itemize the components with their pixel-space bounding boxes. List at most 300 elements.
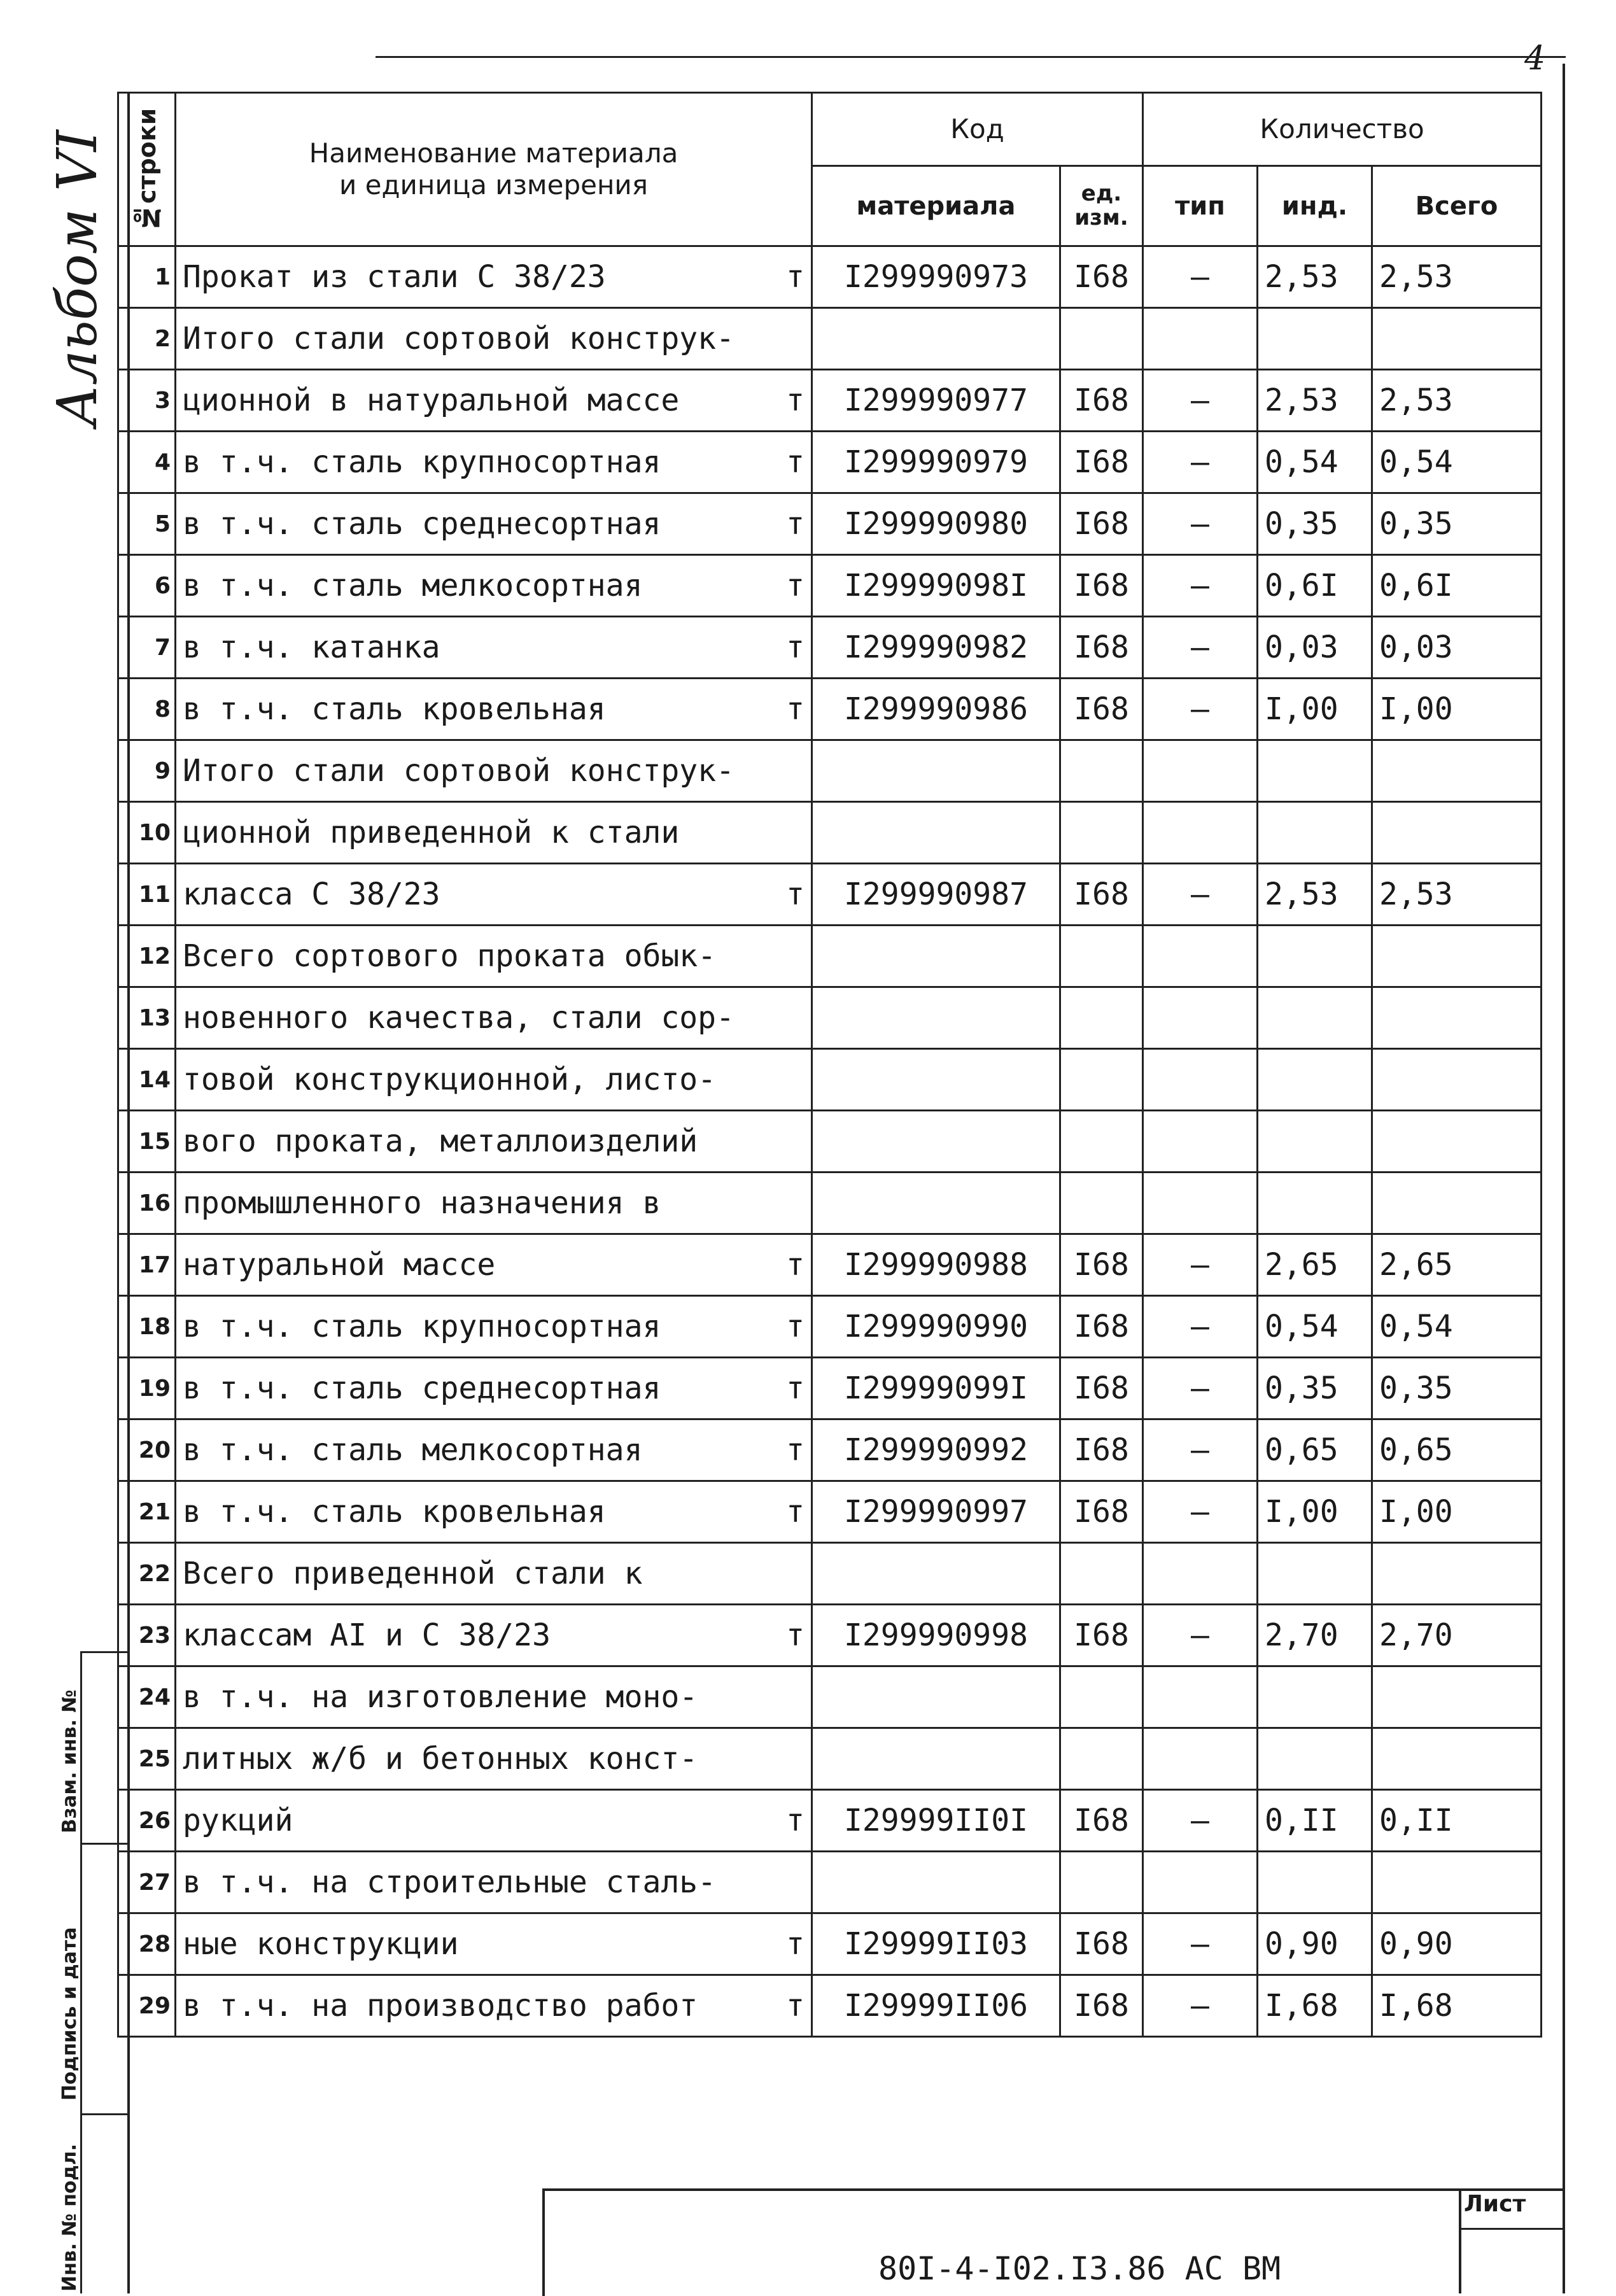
row-number: 8 xyxy=(118,679,176,740)
qty-total: 0,65 xyxy=(1372,1419,1542,1481)
material-code xyxy=(812,802,1060,864)
header-qty-ind: инд. xyxy=(1258,166,1372,246)
table-row xyxy=(118,1728,1542,1790)
table-row xyxy=(118,370,1542,432)
material-name: ционной в натуральной массе xyxy=(183,383,680,418)
table-row xyxy=(118,740,1542,802)
qty-ind xyxy=(1258,1111,1372,1173)
qty-type xyxy=(1143,308,1258,370)
material-code: I29999II0I xyxy=(812,1790,1060,1852)
qty-type: – xyxy=(1143,1975,1258,2037)
table-row xyxy=(118,1605,1542,1666)
header-qty-total: Всего xyxy=(1372,166,1542,246)
qty-type xyxy=(1143,1852,1258,1913)
material-code: I299990997 xyxy=(812,1481,1060,1543)
table-row xyxy=(118,1543,1542,1605)
material-name-cell xyxy=(176,493,812,555)
qty-total xyxy=(1372,802,1542,864)
material-name-cell xyxy=(176,370,812,432)
material-code: I29999II03 xyxy=(812,1913,1060,1975)
qty-total: 0,54 xyxy=(1372,1296,1542,1358)
unit-code xyxy=(1060,740,1143,802)
unit-code: I68 xyxy=(1060,1234,1143,1296)
qty-total: 2,65 xyxy=(1372,1234,1542,1296)
unit-code: I68 xyxy=(1060,1481,1143,1543)
table-row xyxy=(118,555,1542,617)
qty-ind: 0,54 xyxy=(1258,432,1372,493)
table-row xyxy=(118,802,1542,864)
unit-code xyxy=(1060,308,1143,370)
qty-ind xyxy=(1258,1666,1372,1728)
material-name-cell xyxy=(176,432,812,493)
material-code: I299990977 xyxy=(812,370,1060,432)
qty-type: – xyxy=(1143,1790,1258,1852)
row-number: 23 xyxy=(118,1605,176,1666)
material-code: I29999099I xyxy=(812,1358,1060,1419)
unit-code: I68 xyxy=(1060,1913,1143,1975)
side-stamp-divider-2 xyxy=(80,1843,127,1845)
row-number: 10 xyxy=(118,802,176,864)
qty-type: – xyxy=(1143,493,1258,555)
material-name-cell xyxy=(176,926,812,987)
qty-type: – xyxy=(1143,679,1258,740)
qty-ind: 0,35 xyxy=(1258,493,1372,555)
unit-mark: т xyxy=(786,506,804,542)
unit-mark: т xyxy=(786,1432,804,1468)
unit-mark: т xyxy=(786,1988,804,2024)
header-qty-type: тип xyxy=(1143,166,1258,246)
table-row xyxy=(118,1666,1542,1728)
material-name: литных ж/б и бетонных конст- xyxy=(183,1741,698,1777)
unit-code: I68 xyxy=(1060,246,1143,308)
material-code: I29999II06 xyxy=(812,1975,1060,2037)
table-row xyxy=(118,1173,1542,1234)
qty-total xyxy=(1372,1543,1542,1605)
unit-code: I68 xyxy=(1060,432,1143,493)
material-name: ционной приведенной к стали xyxy=(183,815,680,850)
row-number: 22 xyxy=(118,1543,176,1605)
unit-code: I68 xyxy=(1060,679,1143,740)
row-number: 17 xyxy=(118,1234,176,1296)
unit-mark: т xyxy=(786,568,804,603)
table-row xyxy=(118,1481,1542,1543)
qty-ind: 0,II xyxy=(1258,1790,1372,1852)
row-number: 7 xyxy=(118,617,176,679)
row-number: 15 xyxy=(118,1111,176,1173)
material-name-cell xyxy=(176,1296,812,1358)
unit-code: I68 xyxy=(1060,1358,1143,1419)
qty-ind: 0,65 xyxy=(1258,1419,1372,1481)
qty-type: – xyxy=(1143,1913,1258,1975)
qty-ind: 0,54 xyxy=(1258,1296,1372,1358)
sheet-label: Лист xyxy=(1464,2191,1526,2217)
qty-total xyxy=(1372,308,1542,370)
material-name: рукций xyxy=(183,1803,293,1838)
material-name-cell xyxy=(176,864,812,926)
unit-code: I68 xyxy=(1060,864,1143,926)
header-code-unit: ед. изм. xyxy=(1060,166,1143,246)
table-row xyxy=(118,1975,1542,2037)
unit-code xyxy=(1060,926,1143,987)
unit-code xyxy=(1060,1543,1143,1605)
unit-mark: т xyxy=(786,1926,804,1962)
qty-type xyxy=(1143,987,1258,1049)
qty-ind xyxy=(1258,1728,1372,1790)
qty-total: 0,6I xyxy=(1372,555,1542,617)
qty-type: – xyxy=(1143,1605,1258,1666)
table-body xyxy=(118,246,1542,2037)
material-name: Всего приведенной стали к xyxy=(183,1556,643,1591)
table-row xyxy=(118,617,1542,679)
unit-code xyxy=(1060,1111,1143,1173)
unit-code: I68 xyxy=(1060,617,1143,679)
qty-total xyxy=(1372,740,1542,802)
qty-type xyxy=(1143,1666,1258,1728)
material-code xyxy=(812,1173,1060,1234)
row-number: 4 xyxy=(118,432,176,493)
material-name: в т.ч. сталь крупносортная xyxy=(183,1309,661,1344)
side-replace-inv: Взам. инв. № xyxy=(59,1689,81,1833)
material-name: в т.ч. сталь кровельная xyxy=(183,691,606,727)
material-name: класса С 38/23 xyxy=(183,877,440,912)
unit-code xyxy=(1060,1666,1143,1728)
table-row xyxy=(118,1913,1542,1975)
material-name: в т.ч. сталь мелкосортная xyxy=(183,568,643,603)
unit-mark: т xyxy=(786,1803,804,1838)
row-number: 1 xyxy=(118,246,176,308)
material-name: Итого стали сортовой конструк- xyxy=(183,753,734,789)
row-number: 20 xyxy=(118,1419,176,1481)
qty-ind: 0,90 xyxy=(1258,1913,1372,1975)
qty-type: – xyxy=(1143,1296,1258,1358)
table-row xyxy=(118,864,1542,926)
qty-total: 0,03 xyxy=(1372,617,1542,679)
qty-ind: 2,53 xyxy=(1258,864,1372,926)
row-number: 5 xyxy=(118,493,176,555)
qty-type: – xyxy=(1143,555,1258,617)
material-name-cell xyxy=(176,679,812,740)
material-name-cell xyxy=(176,617,812,679)
qty-type xyxy=(1143,1173,1258,1234)
material-name-cell xyxy=(176,1975,812,2037)
row-number: 14 xyxy=(118,1049,176,1111)
unit-code xyxy=(1060,1049,1143,1111)
material-name: ные конструкции xyxy=(183,1926,459,1962)
header-name-line1: Наименование материала xyxy=(309,137,678,169)
qty-ind: 0,35 xyxy=(1258,1358,1372,1419)
unit-mark: т xyxy=(786,1309,804,1344)
unit-code: I68 xyxy=(1060,555,1143,617)
side-inv-orig: Инв. № подл. xyxy=(59,2143,81,2292)
material-name: в т.ч. катанка xyxy=(183,630,440,665)
qty-total: 0,II xyxy=(1372,1790,1542,1852)
unit-mark: т xyxy=(786,1247,804,1283)
qty-type: – xyxy=(1143,617,1258,679)
unit-mark: т xyxy=(786,1370,804,1406)
material-name-cell xyxy=(176,802,812,864)
table-row xyxy=(118,1234,1542,1296)
material-name: в т.ч. сталь мелкосортная xyxy=(183,1432,643,1468)
header-code-material: материала xyxy=(812,166,1060,246)
qty-ind: 0,6I xyxy=(1258,555,1372,617)
qty-ind: 2,53 xyxy=(1258,246,1372,308)
header-row-no: №строки xyxy=(118,93,176,246)
material-code xyxy=(812,1111,1060,1173)
qty-type xyxy=(1143,802,1258,864)
table-row xyxy=(118,679,1542,740)
unit-mark: т xyxy=(786,259,804,295)
table-row xyxy=(118,1852,1542,1913)
row-number: 19 xyxy=(118,1358,176,1419)
material-name: в т.ч. сталь среднесортная xyxy=(183,1370,661,1406)
row-number: 25 xyxy=(118,1728,176,1790)
material-name: Итого стали сортовой конструк- xyxy=(183,321,734,356)
material-name-cell xyxy=(176,1419,812,1481)
row-number: 6 xyxy=(118,555,176,617)
row-number: 18 xyxy=(118,1296,176,1358)
material-name: в т.ч. сталь среднесортная xyxy=(183,506,661,542)
table-row xyxy=(118,432,1542,493)
header-name-line2: и единица измерения xyxy=(339,169,648,201)
row-number: 9 xyxy=(118,740,176,802)
qty-type xyxy=(1143,1543,1258,1605)
qty-total: 2,70 xyxy=(1372,1605,1542,1666)
row-number: 2 xyxy=(118,308,176,370)
material-name-cell xyxy=(176,1481,812,1543)
row-number: 29 xyxy=(118,1975,176,2037)
qty-ind: 2,65 xyxy=(1258,1234,1372,1296)
table-row xyxy=(118,1790,1542,1852)
table-row xyxy=(118,926,1542,987)
unit-code: I68 xyxy=(1060,1419,1143,1481)
material-name-cell xyxy=(176,1543,812,1605)
document-code: 80I-4-I02.I3.86 АС ВМ xyxy=(878,2250,1281,2287)
unit-mark: т xyxy=(786,691,804,727)
material-code: I299990982 xyxy=(812,617,1060,679)
material-name-cell xyxy=(176,987,812,1049)
qty-ind: I,68 xyxy=(1258,1975,1372,2037)
qty-ind: I,00 xyxy=(1258,1481,1372,1543)
row-number: 27 xyxy=(118,1852,176,1913)
unit-mark: т xyxy=(786,877,804,912)
qty-ind xyxy=(1258,1173,1372,1234)
unit-mark: т xyxy=(786,1617,804,1653)
qty-type: – xyxy=(1143,1419,1258,1481)
row-number: 26 xyxy=(118,1790,176,1852)
material-name-cell xyxy=(176,1605,812,1666)
material-code xyxy=(812,1852,1060,1913)
material-name-cell xyxy=(176,1358,812,1419)
table-row xyxy=(118,987,1542,1049)
material-code: I299990988 xyxy=(812,1234,1060,1296)
qty-type: – xyxy=(1143,432,1258,493)
material-name-cell xyxy=(176,555,812,617)
qty-ind xyxy=(1258,802,1372,864)
unit-code: I68 xyxy=(1060,1790,1143,1852)
qty-type: – xyxy=(1143,1481,1258,1543)
side-sign-date: Подпись и дата xyxy=(59,1927,81,2101)
material-name: классам АI и С 38/23 xyxy=(183,1617,551,1653)
qty-total xyxy=(1372,1173,1542,1234)
qty-total: 2,53 xyxy=(1372,864,1542,926)
qty-ind xyxy=(1258,1852,1372,1913)
sheet-box-divider xyxy=(1459,2228,1563,2230)
qty-total xyxy=(1372,987,1542,1049)
unit-code xyxy=(1060,1852,1143,1913)
material-name-cell xyxy=(176,308,812,370)
material-name-cell xyxy=(176,1111,812,1173)
unit-mark: т xyxy=(786,630,804,665)
unit-code xyxy=(1060,1173,1143,1234)
qty-type xyxy=(1143,1049,1258,1111)
qty-total: I,68 xyxy=(1372,1975,1542,2037)
qty-total xyxy=(1372,1666,1542,1728)
qty-ind xyxy=(1258,987,1372,1049)
material-code xyxy=(812,308,1060,370)
table-row xyxy=(118,493,1542,555)
qty-type: – xyxy=(1143,1358,1258,1419)
qty-total: 0,35 xyxy=(1372,493,1542,555)
material-code xyxy=(812,1728,1060,1790)
material-name: в т.ч. на строительные сталь- xyxy=(183,1864,717,1900)
material-code: I299990979 xyxy=(812,432,1060,493)
qty-total xyxy=(1372,1049,1542,1111)
qty-ind xyxy=(1258,1543,1372,1605)
table-row xyxy=(118,1111,1542,1173)
album-label: Альбом VI xyxy=(46,130,109,426)
unit-mark: т xyxy=(786,383,804,418)
material-code: I299990987 xyxy=(812,864,1060,926)
table-row xyxy=(118,1296,1542,1358)
side-stamp-divider-3 xyxy=(80,2113,127,2115)
material-name-cell xyxy=(176,1913,812,1975)
qty-total: 2,53 xyxy=(1372,370,1542,432)
material-name-cell xyxy=(176,740,812,802)
unit-code xyxy=(1060,802,1143,864)
material-name: в т.ч. на изготовление моно- xyxy=(183,1679,698,1715)
qty-type xyxy=(1143,1728,1258,1790)
qty-type xyxy=(1143,1111,1258,1173)
material-code xyxy=(812,740,1060,802)
top-rule xyxy=(376,56,1566,58)
material-name-cell xyxy=(176,1049,812,1111)
qty-type xyxy=(1143,740,1258,802)
material-code: I299990980 xyxy=(812,493,1060,555)
qty-total: I,00 xyxy=(1372,1481,1542,1543)
side-stamp-divider-1 xyxy=(80,1651,127,1653)
header-name xyxy=(176,93,812,246)
material-name: новенного качества, стали сор- xyxy=(183,1000,734,1036)
row-number: 21 xyxy=(118,1481,176,1543)
material-name-cell xyxy=(176,1173,812,1234)
row-number: 13 xyxy=(118,987,176,1049)
unit-mark: т xyxy=(786,1494,804,1530)
material-name: вого проката, металлоизделий xyxy=(183,1123,698,1159)
qty-type xyxy=(1143,926,1258,987)
qty-total xyxy=(1372,926,1542,987)
qty-type: – xyxy=(1143,246,1258,308)
material-name: натуральной массе xyxy=(183,1247,496,1283)
frame-right-border xyxy=(1563,64,1565,2293)
material-name-cell xyxy=(176,1790,812,1852)
qty-ind: 2,70 xyxy=(1258,1605,1372,1666)
row-number: 24 xyxy=(118,1666,176,1728)
material-code xyxy=(812,1049,1060,1111)
qty-ind: 0,03 xyxy=(1258,617,1372,679)
material-code: I299990990 xyxy=(812,1296,1060,1358)
qty-total xyxy=(1372,1852,1542,1913)
qty-type: – xyxy=(1143,1234,1258,1296)
unit-code: I68 xyxy=(1060,1296,1143,1358)
qty-total xyxy=(1372,1728,1542,1790)
qty-type: – xyxy=(1143,864,1258,926)
unit-code xyxy=(1060,987,1143,1049)
material-name-cell xyxy=(176,1666,812,1728)
qty-ind xyxy=(1258,926,1372,987)
table-row xyxy=(118,1358,1542,1419)
qty-total xyxy=(1372,1111,1542,1173)
material-name-cell xyxy=(176,246,812,308)
table-row xyxy=(118,1419,1542,1481)
row-number: 11 xyxy=(118,864,176,926)
material-name: промышленного назначения в xyxy=(183,1185,661,1221)
materials-table xyxy=(117,92,1542,2038)
material-name-cell xyxy=(176,1728,812,1790)
table-row xyxy=(118,1049,1542,1111)
material-name: в т.ч. сталь кровельная xyxy=(183,1494,606,1530)
qty-total: 0,90 xyxy=(1372,1913,1542,1975)
material-code: I299990986 xyxy=(812,679,1060,740)
qty-total: 2,53 xyxy=(1372,246,1542,308)
qty-ind xyxy=(1258,740,1372,802)
qty-total: 0,54 xyxy=(1372,432,1542,493)
unit-mark: т xyxy=(786,444,804,480)
material-code xyxy=(812,987,1060,1049)
qty-total: I,00 xyxy=(1372,679,1542,740)
table-row xyxy=(118,246,1542,308)
material-code xyxy=(812,926,1060,987)
qty-ind: I,00 xyxy=(1258,679,1372,740)
material-name-cell xyxy=(176,1234,812,1296)
qty-total: 0,35 xyxy=(1372,1358,1542,1419)
material-name: в т.ч. сталь крупносортная xyxy=(183,444,661,480)
unit-code: I68 xyxy=(1060,493,1143,555)
unit-code: I68 xyxy=(1060,370,1143,432)
material-code xyxy=(812,1543,1060,1605)
material-code: I299990992 xyxy=(812,1419,1060,1481)
unit-code xyxy=(1060,1728,1143,1790)
unit-code: I68 xyxy=(1060,1975,1143,2037)
material-name: в т.ч. на производство работ xyxy=(183,1988,698,2024)
row-number: 3 xyxy=(118,370,176,432)
material-name: Всего сортового проката обык- xyxy=(183,938,717,974)
material-code xyxy=(812,1666,1060,1728)
qty-ind xyxy=(1258,308,1372,370)
material-name: товой конструкционной, листо- xyxy=(183,1062,717,1097)
material-code: I29999098I xyxy=(812,555,1060,617)
row-number: 28 xyxy=(118,1913,176,1975)
unit-code: I68 xyxy=(1060,1605,1143,1666)
header-quantity: Количество xyxy=(1143,93,1542,166)
qty-ind: 2,53 xyxy=(1258,370,1372,432)
table-row xyxy=(118,308,1542,370)
qty-ind xyxy=(1258,1049,1372,1111)
material-name-cell xyxy=(176,1852,812,1913)
qty-type: – xyxy=(1143,370,1258,432)
row-number: 16 xyxy=(118,1173,176,1234)
material-code: I299990998 xyxy=(812,1605,1060,1666)
page-number: 4 xyxy=(1524,39,1546,78)
